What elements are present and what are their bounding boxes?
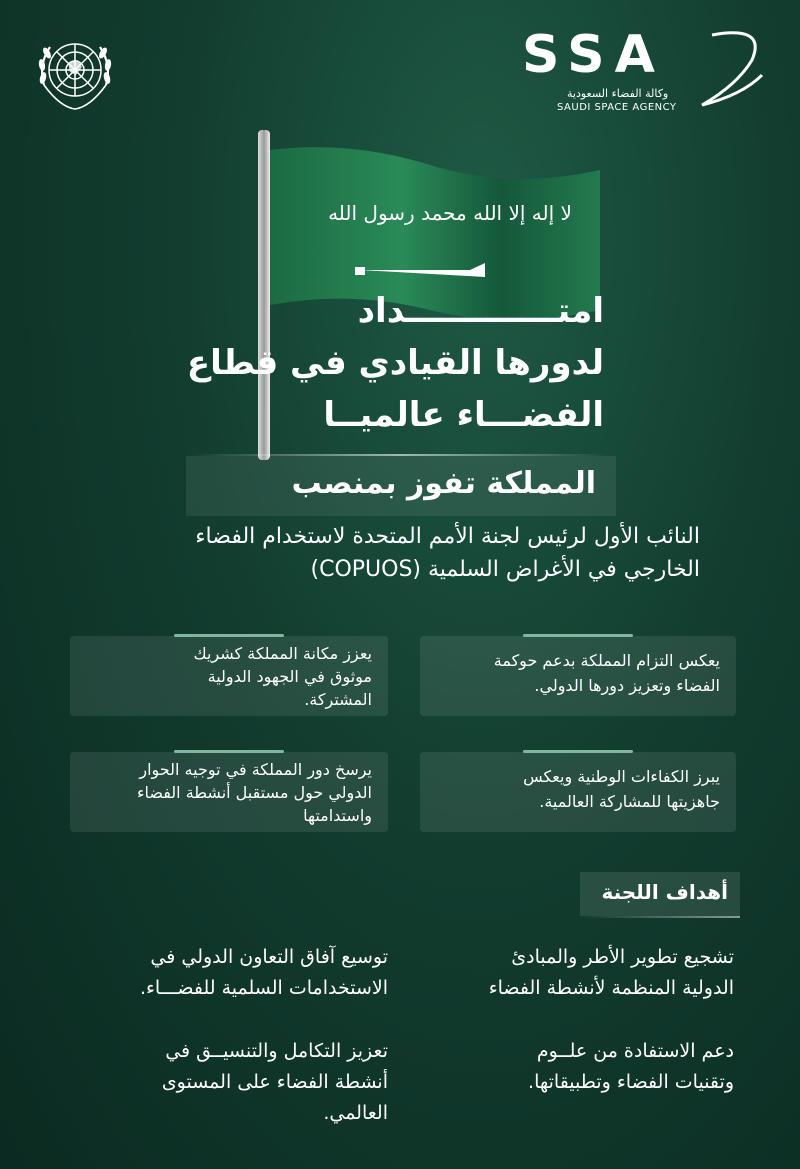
- page-title: المملكة تفوز بمنصب: [291, 466, 596, 501]
- card-text-line: جاهزيتها للمشاركة العالمية.: [539, 792, 720, 811]
- ssa-logo-arabic: وكالة الفضاء السعودية: [567, 87, 669, 100]
- card-text-line: يبرز الكفاءات الوطنية ويعكس: [523, 767, 720, 786]
- card-text-line: يرسخ دور المملكة في توجيه الحوار: [139, 760, 372, 779]
- ssa-logo-english: SAUDI SPACE AGENCY: [557, 102, 677, 113]
- un-emblem-icon: [30, 25, 120, 115]
- goal-line: تشجيع تطوير الأطر والمبادئ: [511, 946, 734, 968]
- goal-line: توسيع آفاق التعاون الدولي في: [150, 946, 388, 968]
- card-accent: [174, 750, 284, 753]
- goal-item-2: [68, 942, 388, 1004]
- goal-line: دعم الاستفادة من علــوم: [536, 1040, 734, 1062]
- card-text-line: الفضاء وتعزيز دورها الدولي.: [534, 676, 720, 695]
- info-card-1: [420, 636, 736, 716]
- goal-line: تعزيز التكامل والتنسيــق في: [165, 1040, 388, 1062]
- headline-line-1: امتـــــــــــــداد: [357, 291, 604, 331]
- info-card-2: [70, 636, 388, 716]
- goals-title: أهداف اللجنة: [601, 880, 728, 904]
- subtitle-line-2: الخارجي في الأغراض السلمية (COPUOS): [310, 557, 700, 582]
- goal-line: الاستخدامات السلمية للفضـــاء.: [139, 977, 388, 999]
- goal-line: الدولية المنظمة لأنشطة الفضاء: [488, 977, 734, 999]
- un-emblem-logo: [30, 25, 120, 115]
- goals-divider: [580, 916, 740, 918]
- headline-line-2: لدورها القيادي في قطاع: [186, 343, 604, 383]
- subtitle-line-1: النائب الأول لرئيس لجنة الأمم المتحدة لاستخدام الفضاء: [195, 524, 700, 549]
- card-accent: [523, 750, 633, 753]
- headline-line-3: الفضـــاء عالميــا: [323, 395, 604, 435]
- card-text-line: موثوق في الجهود الدولية: [207, 667, 372, 686]
- ssa-swoosh-icon: [682, 25, 772, 115]
- card-accent: [523, 634, 633, 637]
- info-card-4: [70, 752, 388, 832]
- goals-title-box: [580, 872, 740, 916]
- info-card-3: [420, 752, 736, 832]
- flag-inscription: لا إله إلا الله محمد رسول الله: [328, 201, 572, 225]
- card-accent: [174, 634, 284, 637]
- goal-line: العالمي.: [323, 1102, 388, 1124]
- goal-item-3: [434, 1036, 734, 1098]
- goal-item-4: [68, 1036, 388, 1129]
- ssa-logo-letters: SSA: [522, 25, 665, 85]
- goal-item-1: [434, 942, 734, 1004]
- goal-line: وتقنيات الفضاء وتطبيقاتها.: [528, 1071, 734, 1093]
- card-text-line: المشتركة.: [304, 690, 372, 709]
- goal-line: أنشطة الفضاء على المستوى: [161, 1071, 388, 1093]
- headline: [184, 285, 604, 441]
- ssa-logo: [522, 25, 772, 115]
- card-text-line: يعكس التزام المملكة بدعم حوكمة: [493, 651, 720, 670]
- title-box: [186, 456, 616, 516]
- card-text-line: واستدامتها: [303, 806, 372, 825]
- subtitle: [100, 520, 700, 586]
- card-text-line: الدولي حول مستقبل أنشطة الفضاء: [136, 783, 372, 802]
- card-text-line: يعزز مكانة المملكة كشريك: [193, 644, 372, 663]
